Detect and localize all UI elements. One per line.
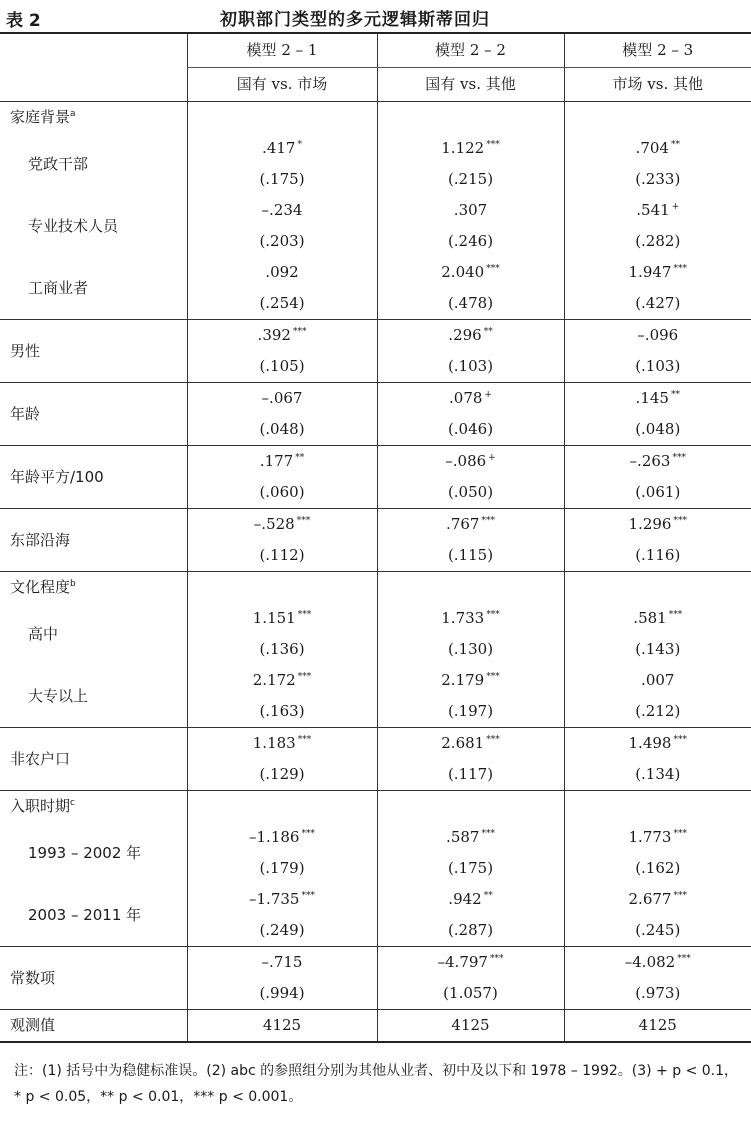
- model-header: 模型 2 – 1: [187, 33, 377, 68]
- standard-error: (.254): [259, 294, 305, 312]
- standard-error: (.112): [259, 546, 305, 564]
- significance-stars: ***: [677, 954, 691, 964]
- value-cell: [564, 195, 751, 257]
- coefficient: [565, 133, 751, 164]
- table-row: [0, 822, 751, 884]
- value-cell: [377, 791, 564, 823]
- row-label: [0, 257, 187, 320]
- value-cell: [564, 320, 751, 383]
- significance-stars: ***: [673, 516, 687, 526]
- row-label-text: 家庭背景: [10, 108, 71, 126]
- model-header: 模型 2 – 2: [377, 33, 564, 68]
- coefficient-value: –.234: [261, 201, 303, 219]
- standard-error: (.197): [447, 702, 494, 720]
- significance-stars: ***: [673, 829, 687, 839]
- standard-error: (.162): [635, 859, 681, 877]
- coefficient: [378, 665, 564, 696]
- value-cell: [377, 572, 564, 604]
- value-cell: [187, 665, 377, 728]
- value-cell: [377, 446, 564, 509]
- standard-error: (.116): [635, 546, 681, 564]
- standard-error: (.050): [447, 483, 494, 501]
- value-cell: [187, 446, 377, 509]
- value-cell: [377, 320, 564, 383]
- row-label-text: 观测值: [10, 1016, 56, 1034]
- row-label: [0, 446, 187, 509]
- standard-error: (.179): [259, 859, 305, 877]
- value-cell: [564, 383, 751, 446]
- coefficient-value: .392: [257, 326, 291, 344]
- standard-error: (1.057): [443, 984, 498, 1002]
- value-cell: [564, 947, 751, 1010]
- table-title: 初职部门类型的多元逻辑斯蒂回归: [220, 10, 490, 30]
- row-label-text: 高中: [28, 624, 59, 643]
- row-label-text: 年龄平方/100: [10, 467, 104, 486]
- coefficient-value: 1.773: [628, 828, 672, 846]
- standard-error: (.117): [447, 765, 494, 783]
- value-cell: [377, 665, 564, 728]
- standard-error: (.048): [635, 420, 681, 438]
- table-row: [0, 509, 751, 572]
- standard-error: (.212): [635, 702, 681, 720]
- coefficient-value: .767: [446, 515, 480, 533]
- coefficient: [188, 822, 377, 853]
- significance-stars: ***: [481, 829, 495, 839]
- coefficient: [188, 320, 377, 351]
- row-label-text: 东部沿海: [10, 530, 71, 549]
- significance-stars: +: [671, 202, 680, 212]
- coefficient-value: .145: [635, 389, 669, 407]
- coefficient: [378, 822, 564, 853]
- significance-stars: ***: [672, 453, 686, 463]
- row-label-text: 大专以上: [28, 686, 89, 705]
- coefficient-value: .092: [265, 263, 299, 281]
- value-cell: [377, 603, 564, 665]
- significance-stars: **: [483, 327, 493, 337]
- value-cell: [564, 509, 751, 572]
- significance-stars: ***: [301, 891, 315, 901]
- coefficient: [378, 320, 564, 351]
- significance-stars: *: [297, 140, 302, 150]
- standard-error: (.048): [259, 420, 305, 438]
- coefficient-value: –1.186: [249, 828, 300, 846]
- row-label: [0, 665, 187, 728]
- significance-stars: ***: [297, 735, 312, 745]
- coefficient-value: .078: [449, 389, 483, 407]
- standard-error: (.249): [259, 921, 305, 939]
- significance-stars: ***: [486, 264, 500, 274]
- value-cell: [564, 791, 751, 823]
- row-label: [0, 572, 187, 604]
- footnote-marker: a: [70, 109, 76, 119]
- row-label: [0, 884, 187, 947]
- value-cell: [564, 572, 751, 604]
- table-row: [0, 728, 751, 791]
- value-cell: [564, 822, 751, 884]
- coefficient-value: 2.040: [441, 263, 485, 281]
- table-row: [0, 1010, 751, 1043]
- coefficient-value: .296: [448, 326, 482, 344]
- value-cell: [377, 822, 564, 884]
- coefficient: [188, 884, 377, 915]
- value-cell: [377, 947, 564, 1010]
- significance-stars: +: [484, 390, 492, 400]
- value-cell: [377, 195, 564, 257]
- significance-stars: ***: [486, 140, 500, 150]
- coefficient: [565, 603, 751, 634]
- value-cell: [377, 257, 564, 320]
- header-empty-cell: [0, 68, 187, 102]
- row-label-text: 党政干部: [28, 154, 89, 173]
- value-cell: [377, 133, 564, 195]
- standard-error: (.245): [635, 921, 681, 939]
- table-note: 注：(1) 括号中为稳健标准误。(2) abc 的参照组分别为其他从业者、初中及以下和 1978 – 1992。(3) + p < 0.1，* p < 0.05，** p < 0.01，*** p < 0.001。: [14, 1063, 739, 1105]
- coefficient-value: 2.172: [252, 671, 296, 689]
- coefficient: [378, 195, 564, 226]
- coefficient-value: 2.179: [441, 671, 485, 689]
- row-label-text: 年龄: [10, 404, 41, 423]
- coefficient: [188, 383, 377, 414]
- coefficient: [565, 320, 751, 351]
- significance-stars: **: [483, 891, 493, 901]
- coefficient: [378, 383, 564, 414]
- contrast-header: 国有 vs. 其他: [377, 68, 564, 102]
- coefficient: [188, 446, 377, 477]
- value-cell: [187, 822, 377, 884]
- standard-error: (.061): [635, 483, 681, 501]
- footnote-marker: c: [70, 798, 75, 808]
- value-cell: [187, 791, 377, 823]
- significance-stars: ***: [297, 672, 312, 682]
- table-row: [0, 195, 751, 257]
- standard-error: (.046): [447, 420, 494, 438]
- table-row: [0, 133, 751, 195]
- row-label: [0, 509, 187, 572]
- coefficient-value: .417: [262, 139, 296, 157]
- row-label-text: 非农户口: [10, 749, 71, 768]
- standard-error: (.115): [447, 546, 494, 564]
- table-row: [0, 791, 751, 823]
- significance-stars: ***: [297, 610, 312, 620]
- coefficient-value: –.067: [261, 389, 303, 407]
- row-label: [0, 1010, 187, 1043]
- coefficient: [188, 195, 377, 226]
- value-cell: [187, 572, 377, 604]
- coefficient: [378, 884, 564, 915]
- coefficient-value: .007: [641, 671, 675, 689]
- row-label: [0, 320, 187, 383]
- coefficient: [188, 947, 377, 978]
- table-header: [0, 33, 751, 102]
- coefficient-value: .177: [259, 452, 294, 470]
- coefficient-value: 1.733: [441, 609, 485, 627]
- table-row: [0, 665, 751, 728]
- coefficient: [188, 665, 377, 696]
- coefficient: [378, 603, 564, 634]
- value-cell: [564, 446, 751, 509]
- coefficient: [378, 509, 564, 540]
- coefficient: [188, 257, 377, 288]
- value-cell: [377, 102, 564, 134]
- row-label-text: 文化程度: [10, 578, 71, 596]
- significance-stars: ***: [489, 954, 504, 964]
- coefficient-value: 2.677: [628, 890, 672, 908]
- value-cell: [377, 383, 564, 446]
- significance-stars: ***: [673, 891, 687, 901]
- value-cell: [187, 320, 377, 383]
- row-label: [0, 947, 187, 1010]
- coefficient-value: .581: [633, 609, 667, 627]
- coefficient-value: .307: [453, 201, 488, 219]
- coefficient-value: –.715: [261, 953, 303, 971]
- coefficient: [378, 728, 564, 759]
- standard-error: (.130): [447, 640, 494, 658]
- coefficient-value: –.086: [445, 452, 487, 470]
- standard-error: (.287): [447, 921, 494, 939]
- coefficient-value: 1.183: [252, 734, 296, 752]
- value-cell: [564, 884, 751, 947]
- coefficient: [378, 257, 564, 288]
- table-body: [0, 102, 751, 1043]
- coefficient: [565, 947, 751, 978]
- coefficient-value: 1.947: [628, 263, 672, 281]
- row-label: [0, 822, 187, 884]
- value-cell: [564, 603, 751, 665]
- coefficient: [378, 446, 564, 477]
- table-row: [0, 383, 751, 446]
- value-cell: [187, 383, 377, 446]
- coefficient: [565, 728, 751, 759]
- coefficient: [565, 884, 751, 915]
- coefficient: [188, 509, 377, 540]
- significance-stars: ***: [486, 610, 500, 620]
- coefficient-value: –1.735: [249, 890, 300, 908]
- coefficient-value: 2.681: [441, 734, 485, 752]
- table-row: [0, 257, 751, 320]
- value-cell: [187, 509, 377, 572]
- row-label: [0, 102, 187, 134]
- header-empty-cell: [0, 33, 187, 68]
- value-cell: [187, 603, 377, 665]
- row-label-text: 1993 – 2002 年: [28, 843, 142, 862]
- coefficient: [188, 728, 377, 759]
- standard-error: (.175): [447, 859, 494, 877]
- coefficient-value: 1.498: [628, 734, 672, 752]
- significance-stars: **: [670, 390, 680, 400]
- standard-error: (.103): [447, 357, 494, 375]
- table-row: [0, 884, 751, 947]
- standard-error: (.994): [259, 984, 305, 1002]
- coefficient-value: –.263: [629, 452, 671, 470]
- row-label: [0, 791, 187, 823]
- significance-stars: ***: [668, 610, 683, 620]
- standard-error: (.203): [259, 232, 305, 250]
- value-cell: [564, 102, 751, 134]
- value-cell: [564, 133, 751, 195]
- value-cell: [187, 947, 377, 1010]
- standard-error: (.233): [635, 170, 681, 188]
- value-cell: [187, 133, 377, 195]
- coefficient: [565, 195, 751, 226]
- coefficient: [188, 133, 377, 164]
- value-cell: [564, 257, 751, 320]
- model-header: 模型 2 – 3: [564, 33, 751, 68]
- observation-count: 4125: [377, 1010, 564, 1043]
- footnote-marker: b: [70, 579, 76, 589]
- standard-error: (.136): [259, 640, 305, 658]
- coefficient-value: –.528: [253, 515, 295, 533]
- value-cell: [564, 665, 751, 728]
- table-number: 表 2: [6, 11, 41, 31]
- standard-error: (.215): [447, 170, 494, 188]
- row-label: [0, 195, 187, 257]
- coefficient-value: 1.151: [252, 609, 296, 627]
- row-label-text: 男性: [10, 341, 41, 360]
- value-cell: [187, 195, 377, 257]
- coefficient: [565, 257, 751, 288]
- contrast-header: 国有 vs. 市场: [187, 68, 377, 102]
- value-cell: [187, 102, 377, 134]
- standard-error: (.105): [259, 357, 305, 375]
- standard-error: (.163): [259, 702, 305, 720]
- significance-stars: ***: [296, 516, 311, 526]
- observation-count: 4125: [187, 1010, 377, 1043]
- row-label-text: 入职时期: [10, 797, 71, 815]
- standard-error: (.427): [635, 294, 681, 312]
- coefficient-value: .942: [448, 890, 482, 908]
- standard-error: (.129): [259, 765, 305, 783]
- coefficient: [565, 509, 751, 540]
- coefficient: [378, 947, 564, 978]
- significance-stars: ***: [486, 672, 500, 682]
- coefficient-value: –4.082: [624, 953, 676, 971]
- coefficient: [565, 383, 751, 414]
- standard-error: (.478): [447, 294, 494, 312]
- coefficient: [565, 665, 751, 696]
- row-label-text: 工商业者: [28, 278, 89, 297]
- coefficient: [378, 133, 564, 164]
- significance-stars: ***: [673, 735, 687, 745]
- significance-stars: ***: [673, 264, 687, 274]
- standard-error: (.282): [635, 232, 681, 250]
- contrast-header: 市场 vs. 其他: [564, 68, 751, 102]
- standard-error: (.143): [635, 640, 681, 658]
- value-cell: [377, 728, 564, 791]
- row-label: [0, 603, 187, 665]
- table-row: [0, 572, 751, 604]
- standard-error: (.175): [259, 170, 305, 188]
- value-cell: [377, 884, 564, 947]
- standard-error: (.134): [635, 765, 681, 783]
- coefficient: [188, 603, 377, 634]
- value-cell: [377, 509, 564, 572]
- coefficient-value: .704: [635, 139, 669, 157]
- standard-error: (.060): [259, 483, 305, 501]
- table-row: [0, 603, 751, 665]
- coefficient-value: .541: [636, 201, 670, 219]
- coefficient-value: –4.797: [437, 953, 488, 971]
- regression-table: [0, 32, 751, 1043]
- coefficient-value: .587: [446, 828, 480, 846]
- standard-error: (.246): [447, 232, 494, 250]
- significance-stars: ***: [301, 829, 315, 839]
- row-label: [0, 133, 187, 195]
- significance-stars: **: [670, 140, 680, 150]
- value-cell: [187, 728, 377, 791]
- row-label-text: 专业技术人员: [28, 216, 119, 235]
- table-row: [0, 102, 751, 134]
- coefficient-value: 1.122: [441, 139, 485, 157]
- significance-stars: ***: [481, 516, 495, 526]
- coefficient: [565, 822, 751, 853]
- row-label-text: 2003 – 2011 年: [28, 905, 142, 924]
- standard-error: (.973): [635, 984, 681, 1002]
- coefficient-value: 1.296: [628, 515, 672, 533]
- row-label: [0, 728, 187, 791]
- observation-count: 4125: [564, 1010, 751, 1043]
- value-cell: [564, 728, 751, 791]
- coefficient: [565, 446, 751, 477]
- significance-stars: ***: [292, 327, 307, 337]
- row-label: [0, 383, 187, 446]
- coefficient-value: –.096: [637, 326, 679, 344]
- table-caption: [0, 0, 751, 32]
- table-row: [0, 947, 751, 1010]
- table-row: [0, 320, 751, 383]
- significance-stars: +: [488, 453, 496, 463]
- table-row: [0, 446, 751, 509]
- value-cell: [187, 884, 377, 947]
- standard-error: (.103): [635, 357, 681, 375]
- significance-stars: **: [295, 453, 305, 463]
- value-cell: [187, 257, 377, 320]
- significance-stars: ***: [486, 735, 500, 745]
- row-label-text: 常数项: [10, 968, 56, 987]
